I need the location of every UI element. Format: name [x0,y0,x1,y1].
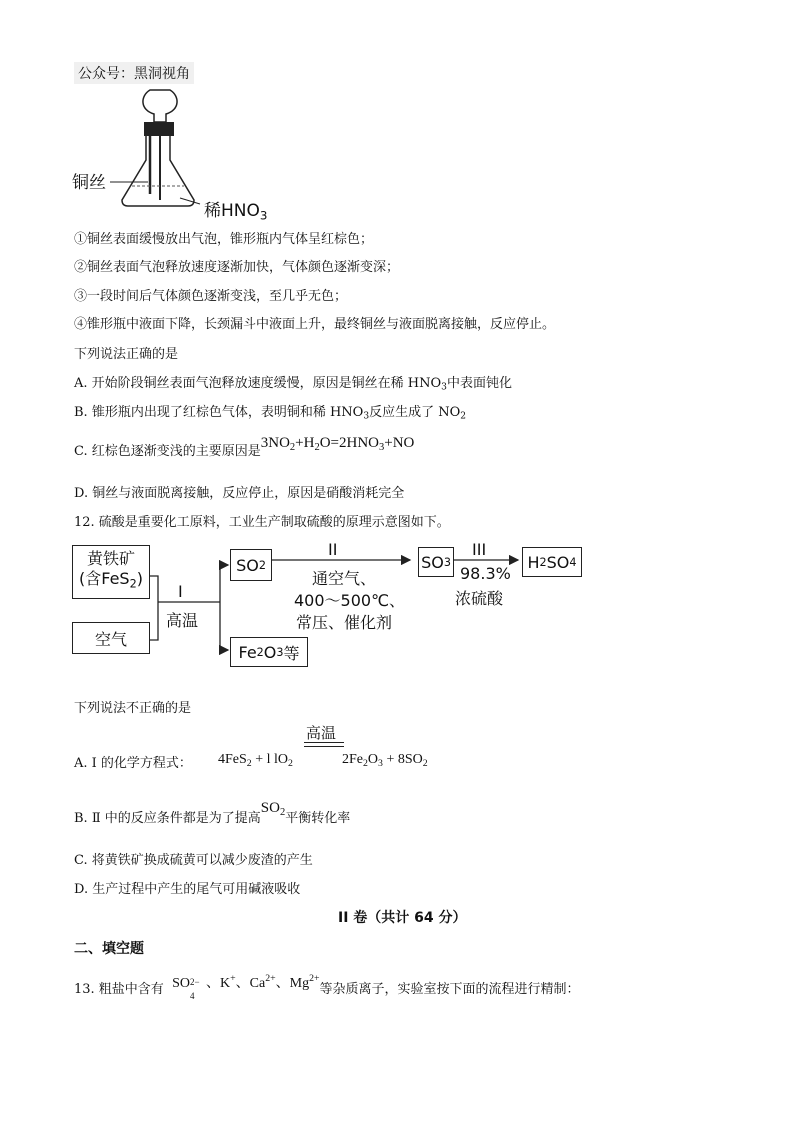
step-2-condition-1: 通空气、 [312,569,377,588]
equals-sign [304,742,344,747]
observation-3: ③一段时间后气体颜色逐渐变浅，至几乎无色； [74,289,348,304]
q11-stem: 下列说法正确的是 [74,347,179,362]
h2so4-box: H 2 SO 4 [522,547,582,577]
step-2-condition-3: 常压、催化剂 [296,613,393,632]
equation-lhs: 4FeS$_2$ + l $lO_2$ [218,752,293,769]
step-3-condition-1: 98.3% [460,564,511,583]
pyrite-box: 黄铁矿 (含FeS$_2$) [72,545,150,599]
acid-label: 稀$HNO_3$ [204,201,268,223]
step-3-condition-2: 浓硫酸 [455,589,504,608]
step-3-label: III [472,540,487,559]
so3-box: SO 3 [418,547,454,577]
step-1-label: I [178,582,183,601]
step-2-label: II [328,540,338,559]
observation-1: ①铜丝表面缓慢放出气泡，锥形瓶内气体呈红棕色； [74,232,374,247]
q13-text: 13. 粗盐中含有 SO 2− 4 、K+、$Ca^{2+}$、$Mg^{2+}$等杂质离子，实验室按下面的流程进行精制： [74,973,580,1001]
q11-c-equation: $3NO_2+H_2O=2HNO_3+NO$ [260,435,415,454]
reaction-condition: 高温 [306,724,337,742]
q12-option-b: B. Ⅱ 中的反应条件都是为了提高$SO_2$平衡转化率 [74,800,351,826]
section-title: II 卷（共计 64 分） [338,910,467,926]
q11-option-c: C. 红棕色逐渐变浅的主要原因是$3NO_2+H_2O=2HNO_3+NO$ [74,435,415,459]
q12-option-c: C. 将黄铁矿换成硫黄可以减少废渣的产生 [74,853,313,868]
observation-4: ④锥形瓶中液面下降，长颈漏斗中液面上升，最终铜丝与液面脱离接触，反应停止。 [74,317,556,332]
part-heading: 二、填空题 [74,941,144,957]
observation-2: ②铜丝表面气泡释放速度逐渐加快，气体颜色逐渐变深； [74,260,400,275]
q12-option-a-label: A. Ⅰ 的化学方程式： [74,756,192,771]
so2-box: SO 2 [230,549,272,581]
step-1-condition: 高温 [166,611,199,630]
air-box: 空气 [72,622,150,654]
step-2-condition-2: 400～500℃、 [294,591,406,610]
q11-option-a: A. 开始阶段铜丝表面气泡释放速度缓慢，原因是铜丝在稀 $HNO_3$中表面钝化 [74,376,512,393]
q11-option-b: B. 锥形瓶内出现了红棕色气体，表明铜和稀 $HNO_3$反应生成了 $NO_2$ [74,405,467,422]
fe2o3-box: Fe 2 O 3 等 [230,637,308,667]
q13-ions: SO 2− 4 、K+、$Ca^{2+}$、$Mg^{2+}$ [172,973,320,1001]
q12-intro: 12. 硫酸是重要化工原料，工业生产制取硫酸的原理示意图如下。 [74,515,450,530]
q12-option-d: D. 生产过程中产生的尾气可用碱液吸收 [74,882,301,897]
watermark-text: 公众号：黑洞视角 [74,62,194,84]
wire-label: 铜丝 [72,173,106,193]
equation-rhs: $2Fe_2O_3 + 8SO_2$ [342,752,428,769]
q11-option-d: D. 铜丝与液面脱离接触，反应停止，原因是硝酸消耗完全 [74,486,405,501]
q12-stem: 下列说法不正确的是 [74,701,192,716]
